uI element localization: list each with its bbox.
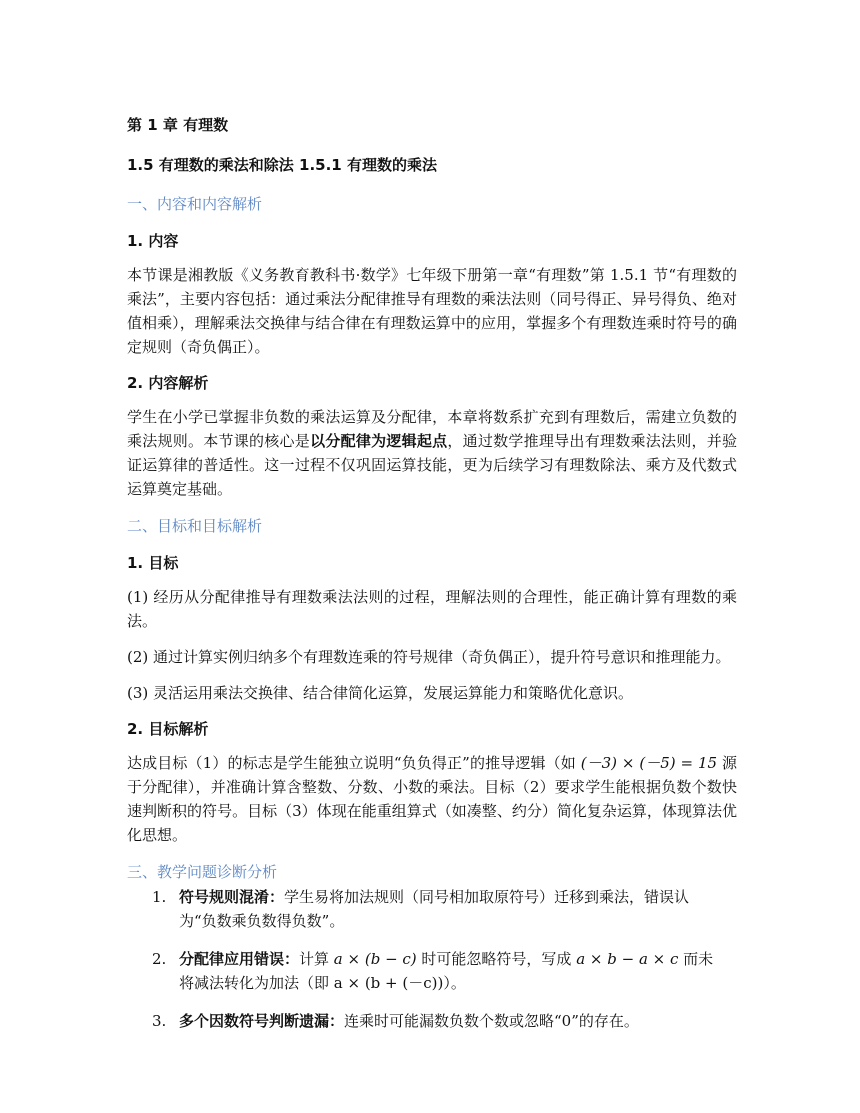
part2-sub-analysis: 2. 目标解析 bbox=[127, 720, 209, 738]
content-paragraph: 本节课是湘教版《义务教育教科书·数学》七年级下册第一章“有理数”第 1.5.1 节“有理数的乘法”，主要内容包括：通过乘法分配律推导有理数的乘法法则（同号得正、异号得负、绝对值相乘），理解乘法交换律与结合律在有理数运算中的应用，掌握多个有理数连乘时符号的确定规则（奇负偶正）。 bbox=[127, 266, 737, 356]
analysis-paragraph: 学生在小学已掌握非负数的乘法运算及分配律，本章将数系扩充到有理数后，需建立负数的乘法规则。本节课的核心是以分配律为逻辑起点，通过数学推理导出有理数乘法法则，并验证运算律的普适性。这一过程不仅巩固运算技能，更为后续学习有理数除法、乘方及代数式运算奠定基础。 bbox=[127, 408, 737, 498]
part1-sub-content: 1. 内容 bbox=[127, 232, 179, 250]
analysis-emphasis: 以分配律为逻辑起点 bbox=[310, 432, 448, 450]
example-expression: (－3) × (－5) = 15 bbox=[580, 754, 718, 772]
part2-sub-goals: 1. 目标 bbox=[127, 554, 179, 572]
issue-list bbox=[127, 885, 737, 1033]
part1-heading: 一、内容和内容解析 bbox=[127, 195, 263, 213]
part1-sub-analysis: 2. 内容解析 bbox=[127, 374, 209, 392]
document-page bbox=[127, 112, 737, 1047]
goal-analysis-paragraph: 达成目标（1）的标志是学生能独立说明“负负得正”的推导逻辑（如 (－3) × (－5) = 15 源于分配律），并准确计算含整数、分数、小数的乘法。目标（2）要求学生能根据负数个数快速判断积的符号。目标（3）体现在能重组算式（如凑整、约分）简化复杂运算，体现算法优化思想。 bbox=[127, 754, 737, 844]
chapter-title: 第 1 章 有理数 bbox=[127, 116, 229, 134]
part3-heading: 三、教学问题诊断分析 bbox=[127, 863, 278, 881]
goal-3: (3) 灵活运用乘法交换律、结合律简化运算，发展运算能力和策略优化意识。 bbox=[127, 684, 634, 702]
section-title: 1.5 有理数的乘法和除法 1.5.1 有理数的乘法 bbox=[127, 156, 437, 174]
part2-heading: 二、目标和目标解析 bbox=[127, 517, 263, 535]
goal-1: (1) 经历从分配律推导有理数乘法法则的过程，理解法则的合理性，能正确计算有理数的乘法。 bbox=[127, 588, 737, 630]
list-item: 2. 分配律应用错误：计算 a × (b − c) 时可能忽略符号，写成 a × b − a × c 而未将减法转化为加法（即 a × (b + (－c))）。 bbox=[152, 950, 714, 992]
goal-2: (2) 通过计算实例归纳多个有理数连乘的符号规律（奇负偶正），提升符号意识和推理能力。 bbox=[127, 648, 731, 666]
list-item: 1. 符号规则混淆：学生易将加法规则（同号相加取原符号）迁移到乘法，错误认为“负数乘负数得负数”。 bbox=[152, 888, 690, 930]
list-item: 3. 多个因数符号判断遗漏：连乘时可能漏数负数个数或忽略“0”的存在。 bbox=[152, 1012, 639, 1030]
